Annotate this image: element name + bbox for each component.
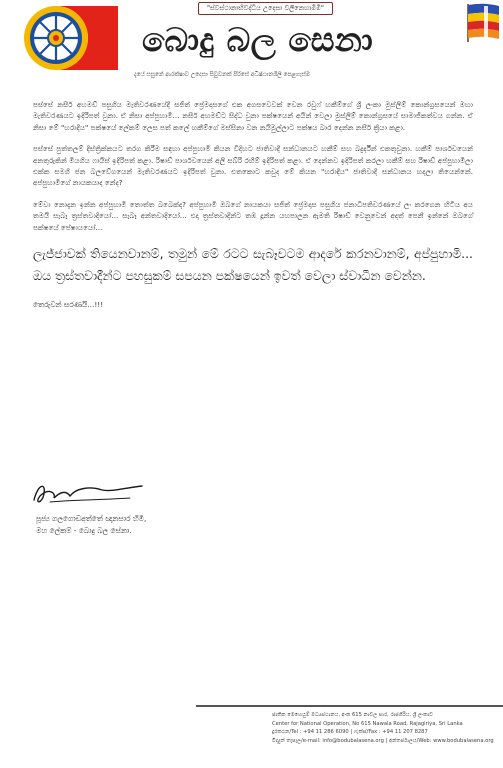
organization-tagline: දැයේ සසුනේ ආරක්ෂාව උදෙසා සිවුවනක් පිරිසේ අධිෂ්ඨානශීලී පෙළගැස්ම <box>134 72 310 78</box>
footer-address-english: Center for National Operation, No 615 Nawala Road, Rajagiriya, Sri Lanka <box>272 720 463 727</box>
buddhist-flag-icon <box>462 2 500 42</box>
letterhead <box>0 0 503 80</box>
letter-body <box>33 99 473 310</box>
footer-phone-fax: දුරකථන/Tel : +94 11 286 6090 | ෆැක්ස්/Fax : +94 11 207 8287 <box>272 729 428 736</box>
body-paragraph-1: පස්සේ නසීර් අහමඩ් පසුගිය මැතිවරණයේදී සජිත් ප්‍රේමදාසගේ එක අගසවෙවක් වෙන රවුෆ් හකීම්ගේ ශ්‍රී ලංකා මුස්ලිම් කොන්ග්‍රසයෙන් මහා මැතිවරණයට ඉදිරිපත් වුනා. ඒ නිසා අප්පුහාමි... නසීර් අහමඩ්ට සිද්ධ වුනා පක්ෂයෙන් අයින් වෙලා මුස්ලිම් කොන්ග්‍රසයේ සාමාජිකත්වය ගන්න. ඒ නිසා මේ "හරාදීය" පක්ෂයේ ලේකම් ලෙස පත් කලේ හකීම්ගේ මස්සිනා වන නයිමුල්ලාට පක්ෂය බාර දෙන්න නසීර් ක්‍රියා කළා. <box>33 100 473 132</box>
signatory-block <box>36 513 276 537</box>
body-paragraph-3: මේවා නොදැන ඉන්න අප්පුහාමි තොත්ත බබෙක්ද? අප්පුහාමි ඔබගේ නායකයා සජිත් ප්‍රේමදාස පසුගිය ජනාධිපතිවරණයේ ලං කරගෙන හිටිය අය තමයි සැබෑ ත්‍රස්තවාදියෝ... සැබෑ අන්තවාදියෝ... එදා ත්‍රස්තවාදීන්ට තඹ දූන්න යහපාලන ඇමති රිෂාඩ් වෙනුවෙන් අදත් පෙනී ඉන්නේ ඔබගේ පක්ෂයේ පේෂායයෝ... <box>33 199 473 232</box>
highlight-statement: ලැජ්ජාවක් තියෙනවානම්, තමුන් මේ රටට සැබෑවටම ආදරේ කරනවානම්, අප්පුහාමි... ඔය ත්‍රස්තවාදීන්ට පහසුකම් සපයන පක්ෂයෙන් ඉවත් වෙලා ස්වාධීන වෙන්න. <box>33 246 473 283</box>
handwritten-signature <box>30 478 146 508</box>
letterhead-footer <box>196 705 503 768</box>
organization-title: බොදු බල සෙනා <box>142 20 374 59</box>
footer-address-sinhala: ජාතික මෙහෙයුම් මධ්‍යස්ථානය, අංක 615 නාවල පාර, රාජගිරිය, ශ්‍රී ලංකාව <box>272 712 433 718</box>
body-paragraph-2: පස්සේ පුත්තලම් දිස්ත්‍රික්කයට තරග කිරීම සඳහා අප්පුහාමි කියන විදිහට ජාතිවාදී සන්ධානයට හකීම් සහ බදුර්දීන් එකතුවුනා. හකීම් පාර්ශවයෙන් අනතුරුකින් මියගිය ෆායිස් ඉදිරිපත් කළා. රිෂාඩ් පාර්ශවයෙන් අලි සබ්රි රහීම් ඉදිරිපත් කළා. ඒ දෙන්නව ඉදිරිපත් කරලා හකීම් සහ රිෂාඩ් අප්පුහාමිලා එක්ක සමගි ජන බලවේගයෙන් මැතිවරණයට ඉදිරිපත් වුනා. එතකොට කවුද මේ කියන "හරාදීය" ජාතිවාදී සන්ධානය හදලා තියෙන්නේ. අප්පුහාමිගේ නායකයාද නේද? <box>33 144 473 188</box>
signatory-title: මහ ලේකම් - බොදු බල සේනා. <box>36 525 132 535</box>
footer-divider <box>196 705 503 707</box>
signatory-name: පූජ්‍ය ගලගොඩඅත්තේ ඥානසාර හිමි, <box>36 514 147 523</box>
dharma-wheel-logo-icon <box>16 4 120 72</box>
slogan-banner: "ස්වස්ථානාභිවද්ධිය උදෙසා වලිනෙහාමිමි" <box>198 2 333 15</box>
closing-blessing: තෙරුවන් සරණයි...!!! <box>33 299 104 309</box>
footer-contact-block <box>272 711 500 745</box>
footer-email-web: විද්‍යුත් තැපෑල/e-mail: info@bodubalasena.org | අන්තර්ජාලය/Web: www.bodubalasena.org <box>272 737 494 744</box>
